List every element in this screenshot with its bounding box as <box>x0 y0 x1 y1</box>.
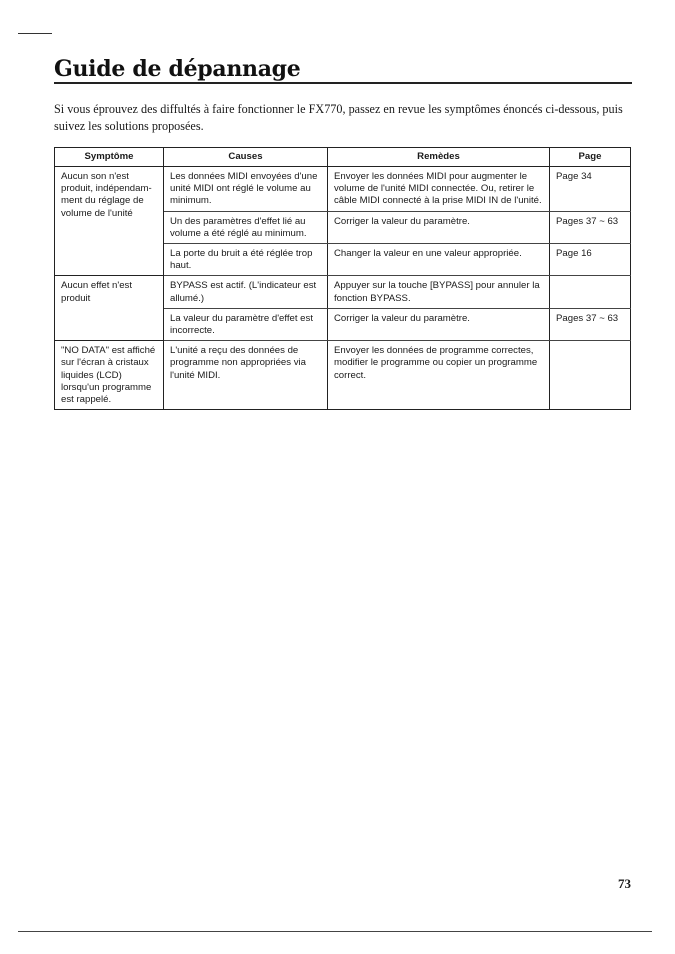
remedy-cell: Changer la valeur en une valeur appropriée. <box>328 244 550 276</box>
header-causes: Causes <box>164 148 328 167</box>
cause-cell: La porte du bruit a été réglée trop haut. <box>164 244 328 276</box>
header-symptom: Symptôme <box>55 148 164 167</box>
title-underline <box>54 82 632 84</box>
header-page: Page <box>550 148 631 167</box>
symptom-cell: Aucun son n'est produit, indépendam-ment du réglage de volume de l'unité <box>55 167 164 276</box>
cause-cell: L'unité a reçu des données de programme non appropriées via l'unité MIDI. <box>164 341 328 410</box>
remedy-cell: Envoyer les données de programme correctes, modifier le programme ou copier un programme correct. <box>328 341 550 410</box>
header-remedies: Remèdes <box>328 148 550 167</box>
page-cell: Page 34 <box>550 167 631 212</box>
symptom-cell: "NO DATA" est affiché sur l'écran à cristaux liquides (LCD) lorsqu'un programme est rappelé. <box>55 341 164 410</box>
remedy-cell: Envoyer les données MIDI pour augmenter le volume de l'unité MIDI connectée. Ou, retirer le câble MIDI connecté à la prise MIDI IN de l'unité. <box>328 167 550 212</box>
table-row <box>55 341 631 410</box>
page-cell <box>550 341 631 410</box>
table-row <box>55 167 631 212</box>
cause-cell: BYPASS est actif. (L'indicateur est allumé.) <box>164 276 328 308</box>
table-header-row <box>55 148 631 167</box>
page-cell: Pages 37 ~ 63 <box>550 211 631 243</box>
bottom-rule <box>18 931 652 932</box>
cause-cell: Les données MIDI envoyées d'une unité MIDI ont réglé le volume au minimum. <box>164 167 328 212</box>
remedy-cell: Corriger la valeur du paramètre. <box>328 308 550 340</box>
page-number: 73 <box>618 876 631 891</box>
top-left-rule <box>18 33 52 34</box>
remedy-cell: Appuyer sur la touche [BYPASS] pour annuler la fonction BYPASS. <box>328 276 550 308</box>
page-cell <box>550 276 631 308</box>
page-cell: Pages 37 ~ 63 <box>550 308 631 340</box>
intro-paragraph: Si vous éprouvez des diffultés à faire fonctionner le FX770, passez en revue les symptômes énoncés ci-dessous, puis suivez les solutions proposées. <box>54 102 623 133</box>
cause-cell: La valeur du paramètre d'effet est incorrecte. <box>164 308 328 340</box>
troubleshooting-table <box>54 147 631 410</box>
table-row <box>55 276 631 308</box>
symptom-cell: Aucun effet n'est produit <box>55 276 164 341</box>
cause-cell: Un des paramètres d'effet lié au volume a été réglé au minimum. <box>164 211 328 243</box>
page-cell: Page 16 <box>550 244 631 276</box>
page-title: Guide de dépannage <box>54 56 301 82</box>
remedy-cell: Corriger la valeur du paramètre. <box>328 211 550 243</box>
